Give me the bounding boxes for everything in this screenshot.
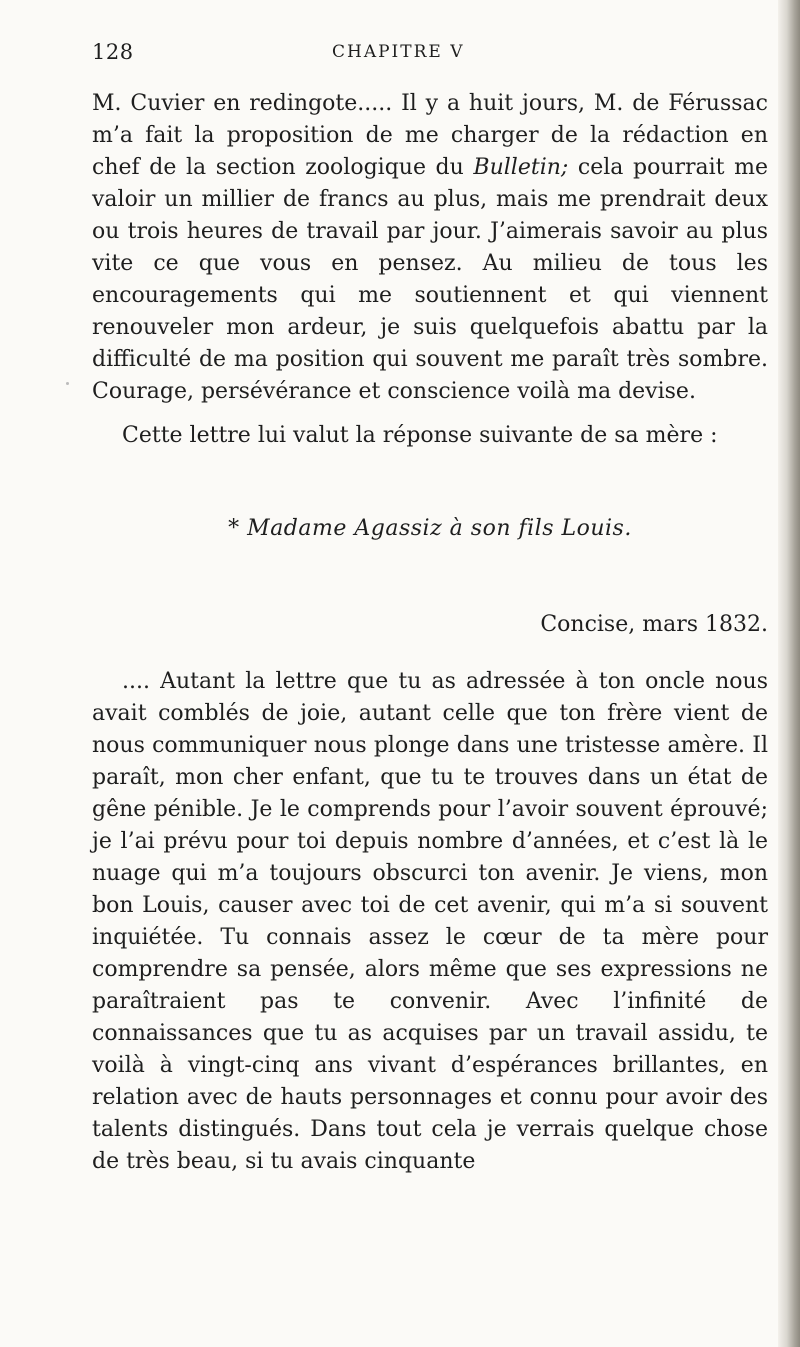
letter-heading: * Madame Agassiz à son fils Louis. xyxy=(228,516,632,541)
page-edge-shadow xyxy=(778,0,800,1347)
paragraph-3 xyxy=(92,666,768,1178)
letter-dateline: Concise, mars 1832. xyxy=(540,612,768,637)
ink-speck xyxy=(66,382,69,385)
paragraph-2 xyxy=(92,420,768,452)
chapter-title: CHAPITRE V xyxy=(332,42,465,62)
paragraph-1-part-a: M. Cuvier en redingote..... Il y a huit jours, M. de Férussac m’a fait la proposition de me charger de la rédaction en chef de la section zoologique du xyxy=(92,91,768,180)
paragraph-1-text xyxy=(92,88,768,408)
paragraph-1-italic: Bulletin; xyxy=(473,155,569,180)
paragraph-3-text: .... Autant la lettre que tu as adressée à ton oncle nous avait comblés de joie, autant celle que ton frère vient de nous communiquer nous plonge dans une tristesse amère. Il paraît, mon cher enfant, que tu te trouves dans un état de gêne pénible. Je le comprends pour l’avoir souvent éprouvé; je l’ai prévu pour toi depuis nombre d’années, et c’est là le nuage qui m’a toujours obscurci ton avenir. Je viens, mon bon Louis, causer avec toi de cet avenir, qui m’a si souvent inquiétée. Tu connais assez le cœur de ta mère pour comprendre sa pensée, alors même que ses expressions ne paraîtraient pas te convenir. Avec l’infinité de connaissances que tu as acquises par un travail assidu, te voilà à vingt-cinq ans vivant d’espérances brillantes, en relation avec de hauts personnages et connu pour avoir des talents distingués. Dans tout cela je verrais quelque chose de très beau, si tu avais cinquante xyxy=(92,669,768,1174)
running-head xyxy=(92,40,772,70)
paragraph-1-part-b: cela pourrait me valoir un millier de francs au plus, mais me prendrait deux ou trois heures de travail par jour. J’aimerais savoir au plus vite ce que vous en pensez. Au milieu de tous les encouragements qui me soutiennent et qui viennent renouveler mon ardeur, je suis quelquefois abattu par la difficulté de ma position qui souvent me paraît très sombre. Courage, persévérance et conscience voilà ma devise. xyxy=(92,155,768,404)
page-number: 128 xyxy=(92,40,134,64)
paragraph-2-text: Cette lettre lui valut la réponse suivante de sa mère : xyxy=(122,423,718,448)
paragraph-1 xyxy=(92,88,768,408)
